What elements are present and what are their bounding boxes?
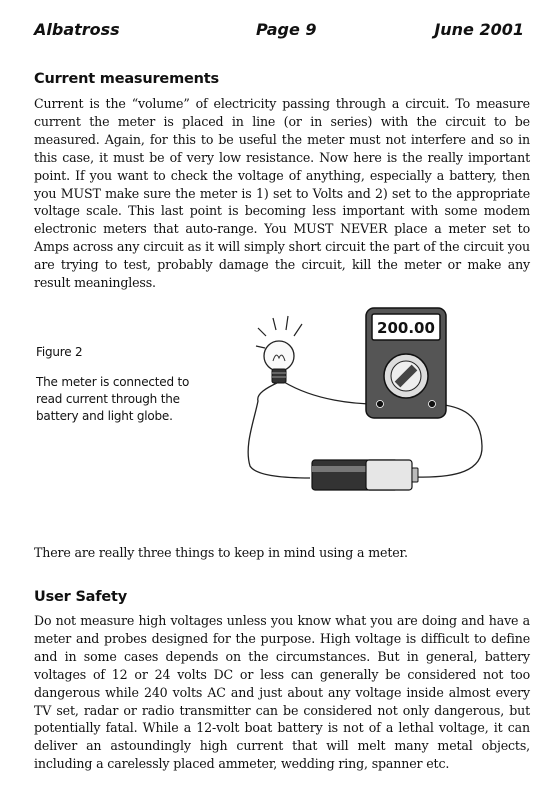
battery-icon bbox=[312, 460, 418, 490]
figure-caption: The meter is connected to read current through the battery and light globe. bbox=[36, 375, 190, 423]
transition-text: There are really three things to keep in mind using a meter. bbox=[34, 545, 408, 560]
meter-reading: 200.00 bbox=[377, 319, 435, 337]
user-safety-paragraph: Do not measure high voltages unless you know what you are doing and have a meter and probes designed for the purpose. High voltage is difficult to define and in some cases depends on the circumstances. But in general, battery voltages of 12 or 24 volts DC or less can generally be considered not too dangerous while 240 volts AC and just about any voltage inside almost every TV set, radar or radio transmitter can be considered not only dangerous, but potentially fatal. While a 12-volt boat battery is not of a lethal voltage, it can deliver an astoundingly high current that will melt many metal objects, including a carelessly placed ammeter, wedding ring, spanner etc. bbox=[34, 613, 530, 772]
circuit-diagram bbox=[236, 306, 486, 496]
figure-label: Figure 2 bbox=[36, 345, 83, 359]
user-safety-heading: User Safety bbox=[34, 589, 127, 605]
issue-date: June 2001 bbox=[434, 20, 524, 39]
multimeter-icon bbox=[366, 308, 446, 418]
current-measurements-paragraph: Current is the “volume” of electricity passing through a circuit. To measure current the meter is placed in line (or in series) with the circuit to be measured. Again, for this to be useful the meter must not interfere and so in this case, it must be of very low resistance. Now here is the really important point. If you want to check the voltage of anything, especially a battery, then you MUST make sure the meter is 1) set to Volts and 2) set to the appropriate voltage scale. This last point is becoming less important with some modem electronic meters that auto-range. You MUST NEVER place a meter set to Amps across any circuit as it will simply short circuit the part of the circuit you are trying to test, probably damage the circuit, kill the meter or make any result meaningless. bbox=[34, 96, 530, 291]
page-number: Page 9 bbox=[256, 20, 317, 39]
publication-title: Albatross bbox=[34, 20, 120, 39]
current-measurements-heading: Current measurements bbox=[34, 71, 219, 87]
light-globe-icon bbox=[264, 341, 294, 383]
page-header bbox=[34, 20, 524, 44]
